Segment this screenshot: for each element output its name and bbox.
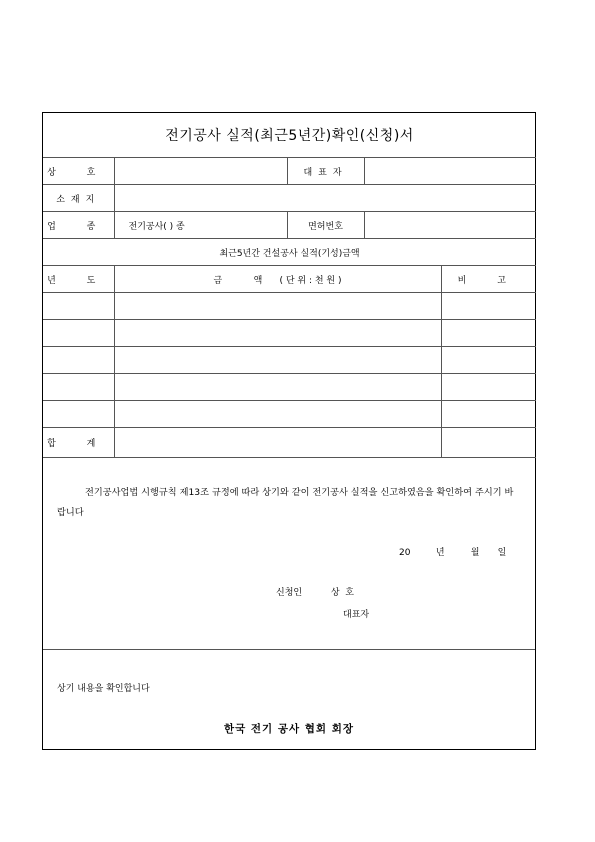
total-remarks-cell[interactable] <box>441 428 536 458</box>
form-table <box>43 113 536 458</box>
declaration-statement: 전기공사업법 시행규칙 제13조 규정에 따라 상기와 같이 전기공사 실적을 신고하였음을 확인하여 주시기 바랍니다 <box>57 487 514 518</box>
address-field[interactable] <box>114 185 536 212</box>
year-cell[interactable] <box>43 401 114 428</box>
remarks-cell[interactable] <box>441 401 536 428</box>
applicant-company-label: 상 호 <box>330 588 354 598</box>
table-row <box>43 374 536 401</box>
date-year: 년 <box>435 548 445 558</box>
license-number-field[interactable] <box>364 212 536 239</box>
applicant-line <box>276 585 354 598</box>
confirmation-form <box>42 112 536 750</box>
date-year-prefix: 20 <box>399 548 411 558</box>
applicant-label: 신청인 <box>276 588 303 598</box>
table-row <box>43 293 536 320</box>
date-month: 월 <box>470 548 480 558</box>
date-line <box>399 545 506 558</box>
declaration-section <box>43 459 535 749</box>
association-name: 한국 전기 공사 협회 회장 <box>223 723 355 735</box>
remarks-cell[interactable] <box>441 293 536 320</box>
address-label: 소재지 <box>43 185 114 212</box>
amount-column-header: 금 액 ( 단 위 : 천 원 ) <box>114 266 441 293</box>
amount-cell[interactable] <box>114 293 441 320</box>
year-cell[interactable] <box>43 374 114 401</box>
year-column-header: 년 도 <box>43 266 114 293</box>
table-row <box>43 320 536 347</box>
license-number-label: 면허번호 <box>287 212 364 239</box>
total-label: 합 계 <box>43 428 114 458</box>
table-row <box>43 401 536 428</box>
amount-cell[interactable] <box>114 320 441 347</box>
representative-label: 대표자 <box>287 158 364 185</box>
representative-field[interactable] <box>364 158 536 185</box>
total-amount-cell[interactable] <box>114 428 441 458</box>
remarks-column-header: 비 고 <box>441 266 536 293</box>
remarks-cell[interactable] <box>441 374 536 401</box>
business-type-field[interactable]: 전기공사( ) 종 <box>114 212 287 239</box>
confirmation-text: 상기 내용을 확인합니다 <box>57 684 150 694</box>
year-cell[interactable] <box>43 320 114 347</box>
form-title: 전기공사 실적(최근5년간)확인(신청)서 <box>43 113 536 158</box>
section-divider <box>43 649 535 650</box>
section-heading: 최근5년간 건설공사 실적(기성)금액 <box>43 239 536 266</box>
year-cell[interactable] <box>43 293 114 320</box>
company-field[interactable] <box>114 158 287 185</box>
business-type-label: 업 종 <box>43 212 114 239</box>
table-row <box>43 347 536 374</box>
amount-cell[interactable] <box>114 401 441 428</box>
remarks-cell[interactable] <box>441 320 536 347</box>
amount-cell[interactable] <box>114 347 441 374</box>
year-cell[interactable] <box>43 347 114 374</box>
applicant-representative-label: 대표자 <box>343 610 370 620</box>
amount-cell[interactable] <box>114 374 441 401</box>
remarks-cell[interactable] <box>441 347 536 374</box>
company-label: 상 호 <box>43 158 114 185</box>
date-day: 일 <box>497 548 507 558</box>
